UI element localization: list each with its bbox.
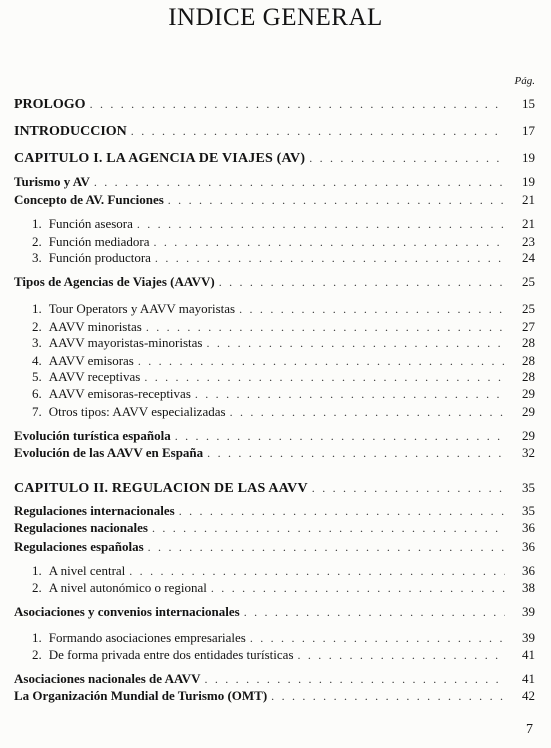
entry-page-number: 21 xyxy=(522,192,535,207)
dot-leader xyxy=(211,581,505,596)
entry-page-number: 24 xyxy=(522,250,535,265)
dot-leader xyxy=(152,521,505,536)
entry-number: 4. xyxy=(32,353,42,368)
entry-page-number: 23 xyxy=(522,234,535,249)
dot-leader xyxy=(168,193,505,208)
entry-page-number: 39 xyxy=(522,630,535,645)
dot-leader xyxy=(195,387,505,402)
entry-page-number: 42 xyxy=(522,688,535,703)
entry-number: 3. xyxy=(32,335,42,350)
toc-entry xyxy=(14,503,535,521)
dot-leader xyxy=(144,370,505,385)
entry-page-number: 36 xyxy=(522,520,535,535)
entry-label: Regulaciones internacionales xyxy=(14,503,175,518)
toc-entry xyxy=(32,335,535,353)
dot-leader xyxy=(153,235,505,250)
entry-label: Asociaciones nacionales de AAVV xyxy=(14,671,201,686)
entry-number: 2. xyxy=(32,234,42,249)
entry-page-number: 29 xyxy=(522,404,535,419)
toc-entry xyxy=(32,580,535,598)
entry-page-number: 36 xyxy=(522,563,535,578)
toc-entry xyxy=(14,671,535,689)
dot-leader xyxy=(179,504,505,519)
entry-number: 3. xyxy=(32,250,42,265)
toc-entry xyxy=(32,630,535,648)
dot-leader xyxy=(94,175,505,190)
entry-page-number: 19 xyxy=(522,150,535,165)
entry-number: 5. xyxy=(32,369,42,384)
entry-label: AAVV emisoras-receptivas xyxy=(48,386,191,401)
dot-leader xyxy=(155,251,505,266)
entry-number: 1. xyxy=(32,630,42,645)
entry-label: Regulaciones nacionales xyxy=(14,520,148,535)
dot-leader xyxy=(129,564,505,579)
toc-entry xyxy=(14,192,535,210)
entry-page-number: 32 xyxy=(522,445,535,460)
entry-number: 2. xyxy=(32,580,42,595)
dot-leader xyxy=(175,429,505,444)
toc-entry xyxy=(32,404,535,422)
toc-entry xyxy=(14,274,535,292)
dot-leader xyxy=(239,302,505,317)
entry-page-number: 15 xyxy=(522,96,535,111)
toc-entry xyxy=(14,480,535,498)
toc-entry xyxy=(32,647,535,665)
entry-label: Tipos de Agencias de Viajes (AAVV) xyxy=(14,274,215,289)
toc-entry xyxy=(14,539,535,557)
toc-entry xyxy=(14,688,535,706)
dot-leader xyxy=(219,275,505,290)
entry-label: Asociaciones y convenios internacionales xyxy=(14,604,240,619)
entry-label: La Organización Mundial de Turismo (OMT) xyxy=(14,688,268,703)
toc-entry xyxy=(14,520,535,538)
entry-label: Concepto de AV. Funciones xyxy=(14,192,164,207)
toc-entry xyxy=(32,216,535,234)
entry-label: Otros tipos: AAVV especializadas xyxy=(48,404,226,419)
entry-label: A nivel autonómico o regional xyxy=(48,580,207,595)
entry-page-number: 27 xyxy=(522,319,535,334)
entry-page-number: 38 xyxy=(522,580,535,595)
dot-leader xyxy=(148,540,505,555)
dot-leader xyxy=(244,605,505,620)
entry-label: Turismo y AV xyxy=(14,174,90,189)
entry-number: 1. xyxy=(32,301,42,316)
dot-leader xyxy=(312,481,505,496)
entry-page-number: 21 xyxy=(522,216,535,231)
entry-page-number: 17 xyxy=(522,123,535,138)
toc-entry xyxy=(14,428,535,446)
toc-entry xyxy=(32,250,535,268)
page-number: 7 xyxy=(526,722,533,737)
entry-label: AAVV receptivas xyxy=(48,369,141,384)
dot-leader xyxy=(137,217,505,232)
entry-label: Regulaciones españolas xyxy=(14,539,144,554)
entry-number: 2. xyxy=(32,319,42,334)
toc-entry xyxy=(14,174,535,192)
toc-entry xyxy=(14,604,535,622)
toc-entry xyxy=(14,123,535,141)
entry-page-number: 25 xyxy=(522,301,535,316)
entry-label: PROLOGO xyxy=(14,97,86,112)
entry-page-number: 19 xyxy=(522,174,535,189)
entry-label: AAVV minoristas xyxy=(48,319,142,334)
entry-label: Evolución de las AAVV en España xyxy=(14,445,204,460)
entry-label: INTRODUCCION xyxy=(14,124,127,139)
entry-number: 1. xyxy=(32,563,42,578)
entry-label: AAVV mayoristas-minoristas xyxy=(48,335,203,350)
entry-label: Función asesora xyxy=(48,216,133,231)
toc-entry xyxy=(14,445,535,463)
entry-page-number: 29 xyxy=(522,386,535,401)
dot-leader xyxy=(204,672,505,687)
entry-page-number: 39 xyxy=(522,604,535,619)
entry-label: Función mediadora xyxy=(48,234,150,249)
toc-entry xyxy=(14,150,535,168)
entry-page-number: 28 xyxy=(522,353,535,368)
dot-leader xyxy=(131,124,505,139)
entry-label: CAPITULO II. REGULACION DE LAS AAVV xyxy=(14,481,308,496)
entry-label: CAPITULO I. LA AGENCIA DE VIAJES (AV) xyxy=(14,151,306,166)
dot-leader xyxy=(230,405,505,420)
entry-number: 2. xyxy=(32,647,42,662)
dot-leader xyxy=(298,648,506,663)
entry-label: Evolución turística española xyxy=(14,428,171,443)
toc-entry xyxy=(32,369,535,387)
entry-label: AAVV emisoras xyxy=(48,353,134,368)
entry-page-number: 25 xyxy=(522,274,535,289)
dot-leader xyxy=(309,151,505,166)
entry-number: 7. xyxy=(32,404,42,419)
entry-label: A nivel central xyxy=(48,563,126,578)
dot-leader xyxy=(206,336,505,351)
entry-page-number: 41 xyxy=(522,671,535,686)
toc-entry xyxy=(14,96,535,114)
entry-label: Función productora xyxy=(48,250,151,265)
entry-page-number: 35 xyxy=(522,503,535,518)
dot-leader xyxy=(146,320,505,335)
page-title: INDICE GENERAL xyxy=(168,4,383,31)
entry-page-number: 29 xyxy=(522,428,535,443)
toc-entry xyxy=(32,386,535,404)
dot-leader xyxy=(250,631,505,646)
entry-page-number: 36 xyxy=(522,539,535,554)
page-column-label: Pág. xyxy=(514,75,535,87)
entry-label: Tour Operators y AAVV mayoristas xyxy=(48,301,236,316)
dot-leader xyxy=(207,446,505,461)
dot-leader xyxy=(271,689,505,704)
dot-leader xyxy=(90,97,505,112)
entry-page-number: 41 xyxy=(522,647,535,662)
entry-page-number: 28 xyxy=(522,335,535,350)
entry-number: 1. xyxy=(32,216,42,231)
toc-entry xyxy=(32,563,535,581)
entry-label: De forma privada entre dos entidades turísticas xyxy=(48,647,294,662)
entry-label: Formando asociaciones empresariales xyxy=(48,630,246,645)
entry-page-number: 35 xyxy=(522,480,535,495)
entry-number: 6. xyxy=(32,386,42,401)
toc-entry xyxy=(32,301,535,319)
dot-leader xyxy=(138,354,505,369)
entry-page-number: 28 xyxy=(522,369,535,384)
